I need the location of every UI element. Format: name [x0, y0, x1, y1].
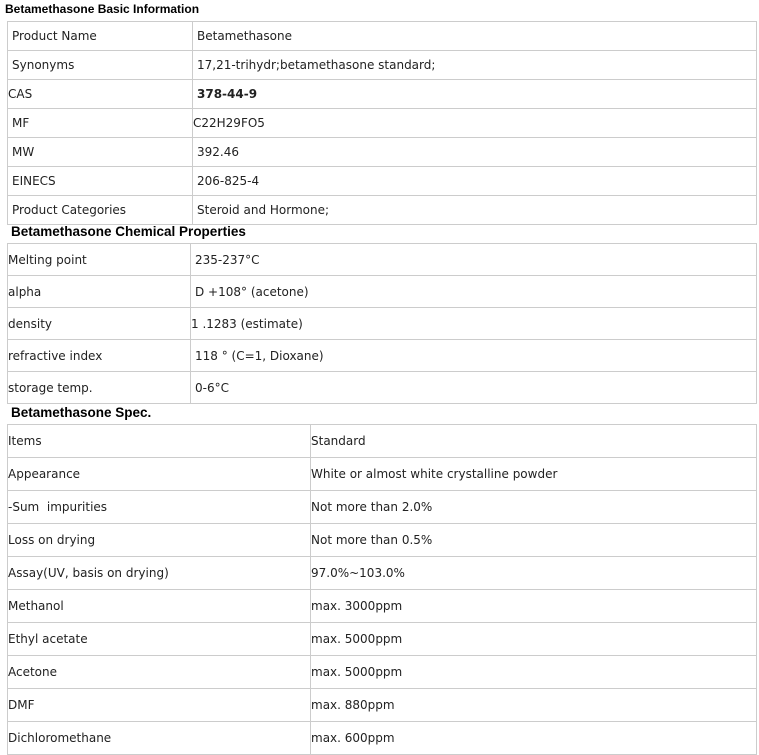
table-row: [8, 196, 757, 225]
row-value: 118 ° (C=1, Dioxane): [191, 340, 757, 372]
row-value: 235-237°C: [191, 244, 757, 276]
row-standard: max. 5000ppm: [311, 656, 757, 689]
row-item: Appearance: [8, 458, 311, 491]
table-row: [8, 138, 757, 167]
row-item: Ethyl acetate: [8, 623, 311, 656]
table-row: [8, 51, 757, 80]
row-value: 17,21-trihydr;betamethasone standard;: [193, 51, 757, 80]
row-label: alpha: [8, 276, 191, 308]
row-item: Methanol: [8, 590, 311, 623]
row-value: 206-825-4: [193, 167, 757, 196]
table-row: [8, 308, 757, 340]
row-label: MW: [8, 138, 193, 167]
table-header-row: [8, 425, 757, 458]
row-standard: Not more than 0.5%: [311, 524, 757, 557]
row-standard: Not more than 2.0%: [311, 491, 757, 524]
chemical-properties-table: [7, 243, 757, 404]
row-value: Betamethasone: [193, 22, 757, 51]
row-standard: 97.0%~103.0%: [311, 557, 757, 590]
row-label: EINECS: [8, 167, 193, 196]
table-row: [8, 167, 757, 196]
row-value: 392.46: [193, 138, 757, 167]
row-value: Steroid and Hormone;: [193, 196, 757, 225]
basic-info-heading: Betamethasone Basic Information: [5, 2, 200, 16]
row-label: MF: [8, 109, 193, 138]
row-label: density: [8, 308, 191, 340]
row-standard: max. 600ppm: [311, 722, 757, 755]
table-row: [8, 22, 757, 51]
row-label: refractive index: [8, 340, 191, 372]
table-row: [8, 372, 757, 404]
table-row: [8, 340, 757, 372]
table-row: [8, 80, 757, 109]
table-row: [8, 276, 757, 308]
table-row: [8, 722, 757, 755]
row-label: Melting point: [8, 244, 191, 276]
row-item: Dichloromethane: [8, 722, 311, 755]
row-standard: max. 880ppm: [311, 689, 757, 722]
table-row: [8, 458, 757, 491]
row-value: 0-6°C: [191, 372, 757, 404]
basic-info-table: [7, 21, 757, 225]
table-row: [8, 109, 757, 138]
row-label: CAS: [8, 80, 193, 109]
header-items: Items: [8, 425, 311, 458]
table-row: [8, 491, 757, 524]
row-label: storage temp.: [8, 372, 191, 404]
table-row: [8, 557, 757, 590]
table-row: [8, 590, 757, 623]
row-standard: max. 5000ppm: [311, 623, 757, 656]
row-standard: max. 3000ppm: [311, 590, 757, 623]
spec-heading: Betamethasone Spec.: [11, 405, 152, 420]
row-item: Assay(UV, basis on drying): [8, 557, 311, 590]
table-row: [8, 524, 757, 557]
table-row: [8, 689, 757, 722]
row-value: 1 .1283 (estimate): [191, 308, 757, 340]
row-value: C22H29FO5: [193, 109, 757, 138]
table-row: [8, 656, 757, 689]
spec-table: [7, 424, 757, 755]
table-row: [8, 623, 757, 656]
row-standard: White or almost white crystalline powder: [311, 458, 757, 491]
table-row: [8, 244, 757, 276]
chemical-properties-heading: Betamethasone Chemical Properties: [11, 224, 246, 239]
header-standard: Standard: [311, 425, 757, 458]
row-item: DMF: [8, 689, 311, 722]
row-label: Product Name: [8, 22, 193, 51]
row-item: Loss on drying: [8, 524, 311, 557]
row-value: 378-44-9: [193, 80, 757, 109]
row-value: D +108° (acetone): [191, 276, 757, 308]
row-label: Synonyms: [8, 51, 193, 80]
row-item: -Sum impurities: [8, 491, 311, 524]
row-label: Product Categories: [8, 196, 193, 225]
row-item: Acetone: [8, 656, 311, 689]
